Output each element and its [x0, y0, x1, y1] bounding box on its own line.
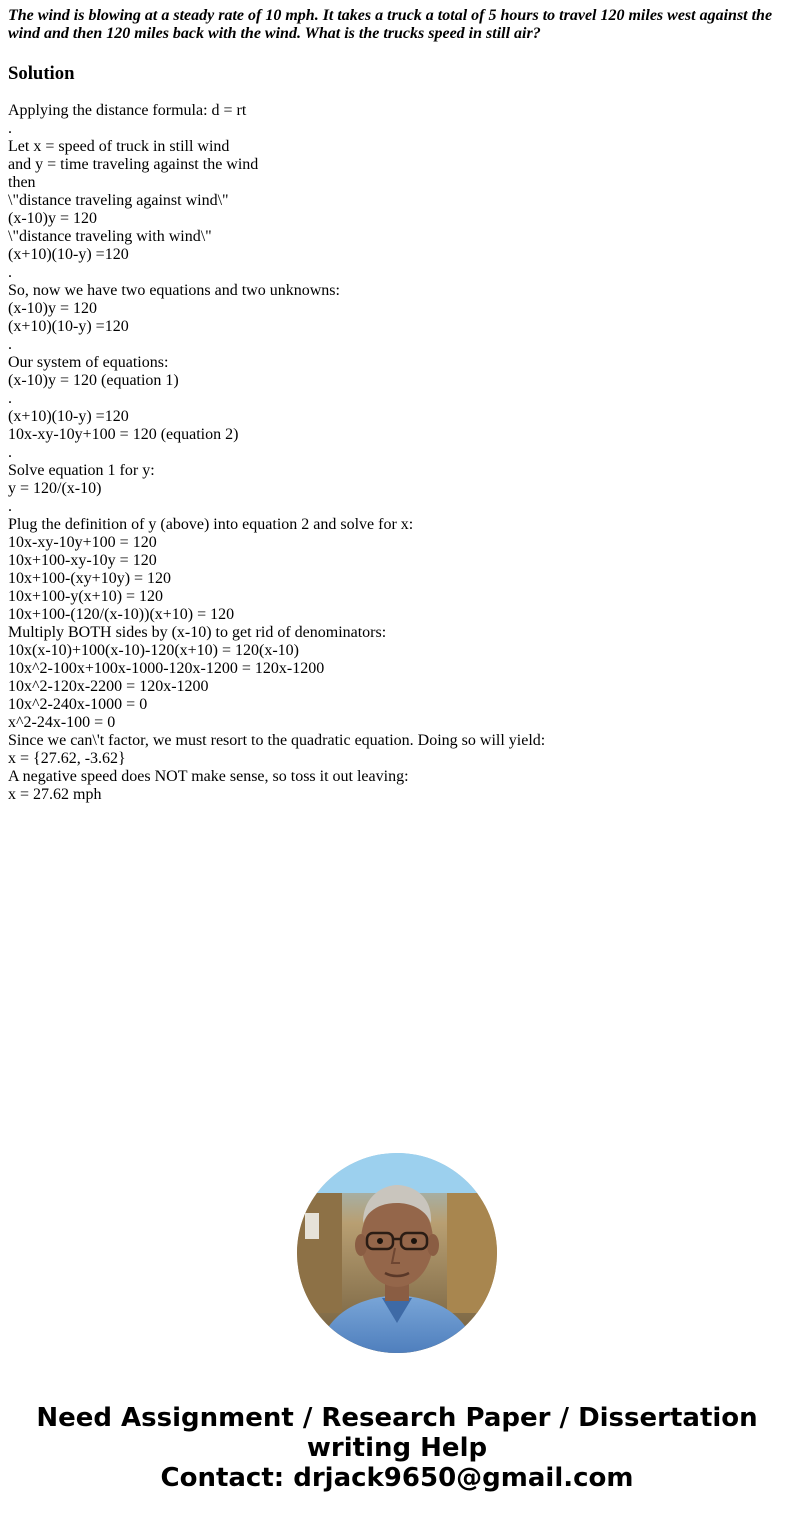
- footer-promo: [0, 1403, 794, 1493]
- solution-line: So, now we have two equations and two unknowns:: [8, 282, 340, 299]
- solution-line: (x+10)(10-y) =120: [8, 318, 129, 335]
- solution-line: and y = time traveling against the wind: [8, 156, 259, 173]
- solution-line: x = {27.62, -3.62}: [8, 750, 126, 767]
- solution-line: (x-10)y = 120: [8, 300, 98, 317]
- footer-contact: Contact: drjack9650@gmail.com: [160, 1463, 634, 1493]
- solution-line: .: [8, 120, 12, 137]
- solution-line: Let x = speed of truck in still wind: [8, 138, 230, 155]
- solution-line: Since we can\'t factor, we must resort to the quadratic equation. Doing so will yield:: [8, 732, 546, 749]
- solution-line: 10x+100-xy-10y = 120: [8, 552, 157, 569]
- solution-line: 10x^2-120x-2200 = 120x-1200: [8, 678, 209, 695]
- solution-line: 10x-xy-10y+100 = 120: [8, 534, 157, 551]
- solution-line: (x-10)y = 120 (equation 1): [8, 372, 179, 389]
- solution-line: 10x-xy-10y+100 = 120 (equation 2): [8, 426, 239, 443]
- solution-line: 10x+100-(120/(x-10))(x+10) = 120: [8, 606, 235, 623]
- solution-line: .: [8, 336, 12, 353]
- solution-heading: Solution: [8, 63, 75, 84]
- solution-line: A negative speed does NOT make sense, so toss it out leaving:: [8, 768, 409, 785]
- solution-line: (x-10)y = 120: [8, 210, 98, 227]
- solution-line: .: [8, 444, 12, 461]
- solution-line: .: [8, 390, 12, 407]
- solution-line: x^2-24x-100 = 0: [8, 714, 116, 731]
- solution-line: (x+10)(10-y) =120: [8, 246, 129, 263]
- solution-line: 10x+100-(xy+10y) = 120: [8, 570, 172, 587]
- solution-line: (x+10)(10-y) =120: [8, 408, 129, 425]
- author-avatar: [297, 1153, 497, 1353]
- solution-line: Plug the definition of y (above) into equation 2 and solve for x:: [8, 516, 414, 533]
- solution-line: 10x^2-100x+100x-1000-120x-1200 = 120x-1200: [8, 660, 325, 677]
- solution-line: then: [8, 174, 36, 191]
- solution-line: \"distance traveling with wind\": [8, 228, 212, 245]
- solution-line: 10x^2-240x-1000 = 0: [8, 696, 148, 713]
- solution-line: Applying the distance formula: d = rt: [8, 102, 247, 119]
- solution-line: \"distance traveling against wind\": [8, 192, 229, 209]
- solution-body: [8, 102, 786, 804]
- solution-line: y = 120/(x-10): [8, 480, 102, 497]
- solution-line: 10x(x-10)+100(x-10)-120(x+10) = 120(x-10): [8, 642, 300, 659]
- solution-line: 10x+100-y(x+10) = 120: [8, 588, 164, 605]
- solution-line: .: [8, 264, 12, 281]
- solution-line: Solve equation 1 for y:: [8, 462, 155, 479]
- solution-line: .: [8, 498, 12, 515]
- solution-line: Multiply BOTH sides by (x-10) to get rid of denominators:: [8, 624, 387, 641]
- footer-line-2: writing Help: [306, 1433, 488, 1463]
- solution-line: x = 27.62 mph: [8, 786, 102, 803]
- footer-line-1: Need Assignment / Research Paper / Dissertation: [36, 1403, 758, 1433]
- question-text: The wind is blowing at a steady rate of 10 mph. It takes a truck a total of 5 hours to travel 120 miles west against the wind and then 120 miles back with the wind. What is the trucks speed in still air?: [8, 7, 773, 42]
- solution-line: Our system of equations:: [8, 354, 169, 371]
